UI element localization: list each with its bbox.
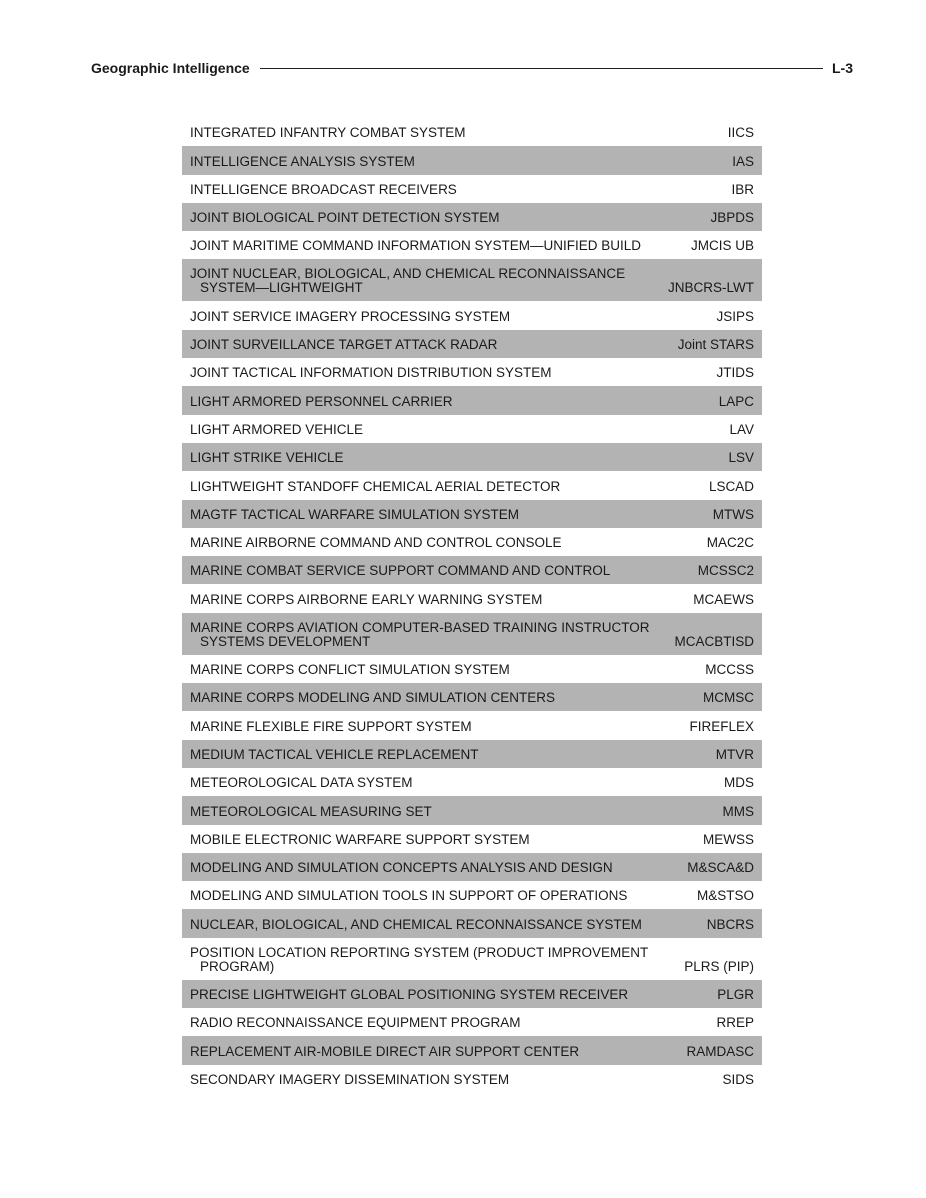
term-cell bbox=[190, 918, 707, 932]
table-row bbox=[182, 740, 762, 768]
table-row bbox=[182, 118, 762, 146]
acronym-cell: NBCRS bbox=[706, 916, 754, 932]
table-row bbox=[182, 1036, 762, 1064]
term-text: JOINT BIOLOGICAL POINT DETECTION SYSTEM bbox=[190, 210, 500, 226]
acronym-cell: M&SCA&D bbox=[687, 860, 754, 876]
term-text: LIGHTWEIGHT STANDOFF CHEMICAL AERIAL DETECTOR bbox=[190, 478, 561, 494]
term-cell bbox=[190, 338, 678, 352]
term-text: MARINE CORPS MODELING AND SIMULATION CENTERS bbox=[190, 690, 556, 706]
term-text: MARINE FLEXIBLE FIRE SUPPORT SYSTEM bbox=[190, 718, 472, 734]
term-cell bbox=[190, 593, 693, 607]
acronym-cell: JNBCRS-LWT bbox=[668, 280, 754, 296]
acronym-cell: Joint STARS bbox=[677, 337, 754, 353]
term-cell bbox=[190, 310, 716, 324]
acronym-cell: RAMDASC bbox=[686, 1043, 754, 1059]
acronym-cell: IBR bbox=[731, 181, 754, 197]
table-row bbox=[182, 825, 762, 853]
acronym-cell: LAPC bbox=[718, 393, 754, 409]
section-title: Geographic Intelligence bbox=[91, 60, 250, 76]
term-cell bbox=[190, 720, 689, 734]
term-cell bbox=[190, 1073, 722, 1087]
term-cell bbox=[190, 508, 713, 522]
acronym-cell: MCCSS bbox=[705, 662, 754, 678]
acronym-cell: JSIPS bbox=[716, 308, 754, 324]
acronym-cell: MCSSC2 bbox=[697, 563, 754, 579]
acronym-cell: MCAEWS bbox=[693, 591, 754, 607]
term-text: MODELING AND SIMULATION TOOLS IN SUPPORT OF OPERATIONS bbox=[190, 888, 628, 904]
page-number: L-3 bbox=[832, 60, 853, 76]
table-row bbox=[182, 613, 762, 655]
term-text: LIGHT ARMORED PERSONNEL CARRIER bbox=[190, 393, 453, 409]
acronym-cell: PLRS (PIP) bbox=[684, 958, 754, 974]
table-row bbox=[182, 980, 762, 1008]
table-row bbox=[182, 386, 762, 414]
table-row bbox=[182, 556, 762, 584]
term-text: POSITION LOCATION REPORTING SYSTEM (PRODUCT IMPROVEMENT bbox=[190, 944, 649, 960]
acronym-cell: MTVR bbox=[715, 746, 754, 762]
table-row bbox=[182, 768, 762, 796]
table-row bbox=[182, 301, 762, 329]
acronym-cell: LAV bbox=[729, 421, 754, 437]
term-cell bbox=[190, 1016, 716, 1030]
term-text: JOINT NUCLEAR, BIOLOGICAL, AND CHEMICAL RECONNAISSANCE bbox=[190, 266, 626, 282]
table-row bbox=[182, 443, 762, 471]
table-row bbox=[182, 528, 762, 556]
acronym-cell: JBPDS bbox=[710, 210, 754, 226]
term-text: LIGHT STRIKE VEHICLE bbox=[190, 450, 344, 466]
acronym-cell: MDS bbox=[724, 775, 754, 791]
page-header bbox=[91, 58, 853, 78]
acronym-cell: IAS bbox=[732, 153, 754, 169]
table-row bbox=[182, 909, 762, 937]
table-row bbox=[182, 796, 762, 824]
term-text: INTEGRATED INFANTRY COMBAT SYSTEM bbox=[190, 125, 466, 141]
table-row bbox=[182, 500, 762, 528]
term-text: SYSTEM—LIGHTWEIGHT bbox=[200, 280, 363, 296]
table-row bbox=[182, 881, 762, 909]
term-cell bbox=[190, 748, 716, 762]
term-text: METEOROLOGICAL DATA SYSTEM bbox=[190, 775, 413, 791]
term-cell bbox=[190, 267, 668, 295]
term-cell bbox=[190, 663, 705, 677]
term-cell bbox=[190, 239, 691, 253]
term-cell bbox=[190, 451, 728, 465]
acronym-cell: SIDS bbox=[722, 1071, 754, 1087]
table-row bbox=[182, 711, 762, 739]
table-row bbox=[182, 415, 762, 443]
term-cell bbox=[190, 805, 723, 819]
term-text: INTELLIGENCE ANALYSIS SYSTEM bbox=[190, 153, 415, 169]
term-cell bbox=[190, 1045, 686, 1059]
acronym-cell: MMS bbox=[722, 803, 754, 819]
table-row bbox=[182, 584, 762, 612]
table-row bbox=[182, 683, 762, 711]
term-text: JOINT SURVEILLANCE TARGET ATTACK RADAR bbox=[190, 337, 498, 353]
term-text: INTELLIGENCE BROADCAST RECEIVERS bbox=[190, 181, 457, 197]
table-row bbox=[182, 853, 762, 881]
term-cell bbox=[190, 988, 717, 1002]
acronym-cell: MCACBTISD bbox=[674, 633, 754, 649]
term-text: SECONDARY IMAGERY DISSEMINATION SYSTEM bbox=[190, 1071, 510, 1087]
acronym-cell: RREP bbox=[716, 1015, 754, 1031]
term-cell bbox=[190, 861, 687, 875]
term-text: MARINE CORPS CONFLICT SIMULATION SYSTEM bbox=[190, 662, 510, 678]
acronym-cell: MCMSC bbox=[703, 690, 754, 706]
table-row bbox=[182, 259, 762, 301]
acronym-cell: LSCAD bbox=[708, 478, 754, 494]
acronym-cell: IICS bbox=[727, 125, 754, 141]
term-cell bbox=[190, 536, 707, 550]
table-row bbox=[182, 1065, 762, 1093]
term-text: MAGTF TACTICAL WARFARE SIMULATION SYSTEM bbox=[190, 506, 520, 522]
table-row bbox=[182, 203, 762, 231]
term-text: JOINT SERVICE IMAGERY PROCESSING SYSTEM bbox=[190, 308, 511, 324]
term-cell bbox=[190, 183, 731, 197]
term-text: MEDIUM TACTICAL VEHICLE REPLACEMENT bbox=[190, 746, 479, 762]
acronym-cell: FIREFLEX bbox=[689, 718, 754, 734]
table-row bbox=[182, 175, 762, 203]
term-text: MOBILE ELECTRONIC WARFARE SUPPORT SYSTEM bbox=[190, 831, 530, 847]
table-row bbox=[182, 146, 762, 174]
table-row bbox=[182, 231, 762, 259]
term-cell bbox=[190, 155, 732, 169]
table-row bbox=[182, 471, 762, 499]
term-cell bbox=[190, 126, 728, 140]
term-cell bbox=[190, 423, 729, 437]
term-cell bbox=[190, 564, 698, 578]
term-text: SYSTEMS DEVELOPMENT bbox=[200, 633, 371, 649]
term-text: RADIO RECONNAISSANCE EQUIPMENT PROGRAM bbox=[190, 1015, 521, 1031]
acronym-cell: MTWS bbox=[712, 506, 754, 522]
term-text: METEOROLOGICAL MEASURING SET bbox=[190, 803, 432, 819]
acronym-cell: LSV bbox=[728, 450, 754, 466]
term-cell bbox=[190, 946, 684, 974]
acronym-cell: MAC2C bbox=[706, 535, 754, 551]
acronym-cell: JMCIS UB bbox=[690, 238, 754, 254]
term-text: MARINE CORPS AIRBORNE EARLY WARNING SYSTEM bbox=[190, 591, 543, 607]
table-row bbox=[182, 330, 762, 358]
term-text: MARINE CORPS AVIATION COMPUTER-BASED TRAINING INSTRUCTOR bbox=[190, 619, 650, 635]
term-text: MODELING AND SIMULATION CONCEPTS ANALYSIS AND DESIGN bbox=[190, 860, 613, 876]
term-cell bbox=[190, 833, 703, 847]
term-cell bbox=[190, 211, 710, 225]
table-row bbox=[182, 938, 762, 980]
acronym-cell: JTIDS bbox=[716, 365, 754, 381]
term-cell bbox=[190, 395, 719, 409]
acronym-cell: M&STSO bbox=[696, 888, 754, 904]
table-row bbox=[182, 358, 762, 386]
term-cell bbox=[190, 691, 703, 705]
term-text: MARINE AIRBORNE COMMAND AND CONTROL CONSOLE bbox=[190, 535, 562, 551]
term-cell bbox=[190, 480, 709, 494]
header-rule bbox=[260, 68, 823, 69]
table-row bbox=[182, 1008, 762, 1036]
table-row bbox=[182, 655, 762, 683]
term-cell bbox=[190, 366, 716, 380]
acronym-table bbox=[182, 118, 762, 1093]
term-text: MARINE COMBAT SERVICE SUPPORT COMMAND AND CONTROL bbox=[190, 563, 611, 579]
acronym-cell: PLGR bbox=[717, 987, 754, 1003]
term-text: LIGHT ARMORED VEHICLE bbox=[190, 421, 364, 437]
term-text: REPLACEMENT AIR-MOBILE DIRECT AIR SUPPORT CENTER bbox=[190, 1043, 580, 1059]
term-text: JOINT MARITIME COMMAND INFORMATION SYSTEM—UNIFIED BUILD bbox=[190, 238, 642, 254]
term-cell bbox=[190, 889, 697, 903]
term-text: PRECISE LIGHTWEIGHT GLOBAL POSITIONING SYSTEM RECEIVER bbox=[190, 987, 629, 1003]
term-cell bbox=[190, 621, 674, 649]
term-text: PROGRAM) bbox=[200, 958, 275, 974]
term-text: JOINT TACTICAL INFORMATION DISTRIBUTION SYSTEM bbox=[190, 365, 552, 381]
acronym-cell: MEWSS bbox=[702, 831, 754, 847]
term-cell bbox=[190, 776, 724, 790]
term-text: NUCLEAR, BIOLOGICAL, AND CHEMICAL RECONNAISSANCE SYSTEM bbox=[190, 916, 642, 932]
